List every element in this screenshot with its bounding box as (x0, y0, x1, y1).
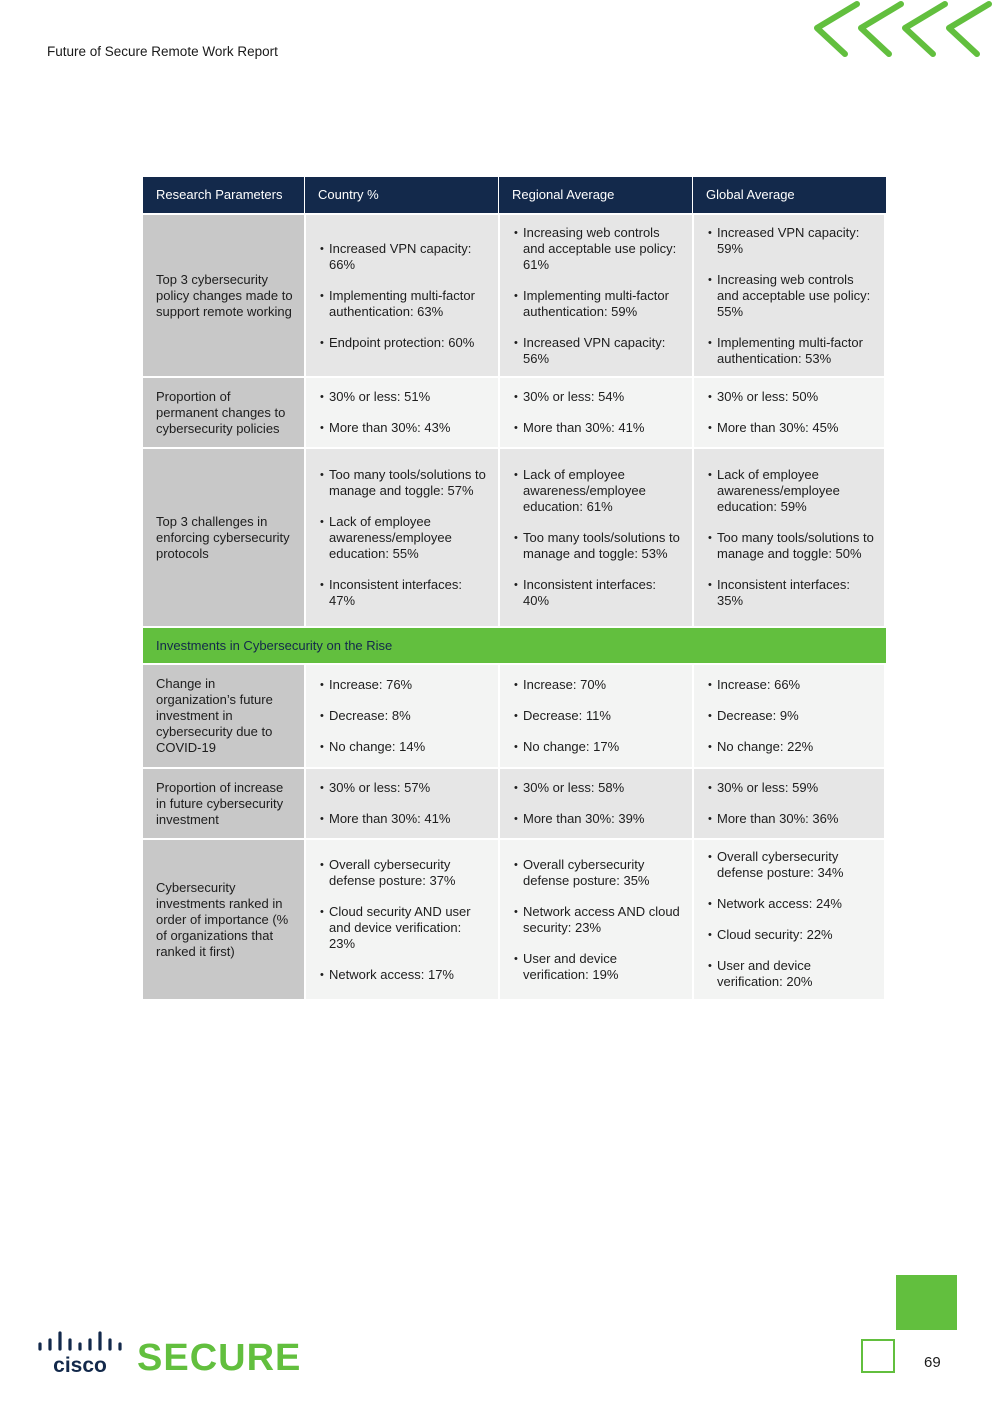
bullet-text: Lack of employee awareness/employee education: 61% (523, 466, 646, 514)
country-cell: • Increased VPN capacity: 66% • Implementing multi-factor authentication: 63% • Endpoint protection: 60% (304, 215, 498, 376)
chevron-decoration-icon (805, 0, 992, 62)
bullet-text: Decrease: 11% (523, 708, 611, 723)
bullet-text: More than 30%: 36% (717, 811, 839, 826)
bullet-text: Increase: 66% (717, 677, 801, 692)
global-cell: • Increased VPN capacity: 59% • Increasing web controls and acceptable use policy: 55% • Implementing multi-factor authentication: 53% (692, 215, 884, 376)
bullet-text: No change: 17% (523, 739, 620, 754)
column-header-regional: Regional Average (498, 177, 692, 213)
cisco-wordmark: cisco (53, 1354, 107, 1374)
bullet-text: Implementing multi-factor authentication: 63% (329, 287, 475, 319)
bullet-text: Implementing multi-factor authentication: 53% (717, 334, 863, 366)
bullet-text: More than 30%: 39% (523, 811, 645, 826)
global-cell: • 30% or less: 50% • More than 30%: 45% (692, 378, 884, 447)
bullet-text: Too many tools/solutions to manage and toggle: 57% (329, 466, 486, 498)
table-row (143, 665, 886, 769)
row-label: Proportion of increase in future cybersecurity investment (143, 769, 304, 838)
bullet-text: Inconsistent interfaces: 40% (523, 576, 656, 608)
bullet-text: Increased VPN capacity: 59% (717, 224, 860, 256)
bullet-text: Implementing multi-factor authentication: 59% (523, 287, 669, 319)
bullet-text: Increasing web controls and acceptable use policy: 55% (717, 271, 871, 319)
regional-cell: • Increasing web controls and acceptable use policy: 61% • Implementing multi-factor authentication: 59% • Increased VPN capacity: 56% (498, 215, 692, 376)
bullet-text: 30% or less: 59% (717, 780, 819, 795)
global-cell: • Overall cybersecurity defense posture: 34% • Network access: 24% • Cloud security: 22% • User and device verification: 20% (692, 840, 884, 999)
bullet-text: Inconsistent interfaces: 47% (329, 576, 462, 608)
table-row (143, 378, 886, 449)
bullet-text: Increased VPN capacity: 66% (329, 240, 472, 272)
bullet-text: 30% or less: 50% (717, 389, 819, 404)
bullet-text: No change: 14% (329, 739, 426, 754)
page-number: 69 (924, 1354, 941, 1371)
country-cell: • 30% or less: 51% • More than 30%: 43% (304, 378, 498, 447)
bullet-text: No change: 22% (717, 739, 814, 754)
bullet-text: 30% or less: 54% (523, 389, 625, 404)
cisco-logo-icon (37, 1330, 123, 1374)
bullet-text: Overall cybersecurity defense posture: 37% (329, 856, 456, 888)
bullet-text: Endpoint protection: 60% (329, 334, 475, 350)
column-header-global: Global Average (692, 177, 884, 213)
bullet-text: Overall cybersecurity defense posture: 34% (717, 849, 844, 880)
global-cell: • Lack of employee awareness/employee education: 59% • Too many tools/solutions to manage and toggle: 50% • Inconsistent interfaces: 35% (692, 449, 884, 626)
column-header-country: Country % (304, 177, 498, 213)
regional-cell: • 30% or less: 58% • More than 30%: 39% (498, 769, 692, 838)
regional-cell: • Increase: 70% • Decrease: 11% • No change: 17% (498, 665, 692, 767)
decorative-green-square (896, 1275, 957, 1330)
row-label: Top 3 cybersecurity policy changes made to support remote working (143, 215, 304, 376)
decorative-outline-square (861, 1339, 895, 1373)
bullet-text: Increased VPN capacity: 56% (523, 334, 666, 366)
row-label: Proportion of permanent changes to cybersecurity policies (143, 378, 304, 447)
column-header-parameters: Research Parameters (143, 177, 304, 213)
section-title: Investments in Cybersecurity on the Rise (143, 628, 886, 663)
regional-cell: • Lack of employee awareness/employee education: 61% • Too many tools/solutions to manage and toggle: 53% • Inconsistent interfaces: 40% (498, 449, 692, 626)
bullet-text: Decrease: 9% (717, 708, 799, 723)
report-title: Future of Secure Remote Work Report (47, 44, 278, 59)
bullet-text: Network access: 17% (329, 966, 454, 982)
bullet-text: Overall cybersecurity defense posture: 35% (523, 856, 650, 888)
global-cell: • 30% or less: 59% • More than 30%: 36% (692, 769, 884, 838)
bullet-text: Increasing web controls and acceptable use policy: 61% (523, 224, 677, 272)
table-row (143, 840, 886, 1001)
bullet-text: Decrease: 8% (329, 708, 411, 723)
table-row (143, 769, 886, 840)
bullet-text: User and device verification: 20% (717, 958, 813, 989)
bullet-text: More than 30%: 41% (329, 811, 451, 826)
secure-wordmark: SECURE (137, 1337, 302, 1379)
bullet-text: Cloud security AND user and device verification: 23% (329, 903, 471, 951)
bullet-text: 30% or less: 51% (329, 389, 431, 404)
bullet-text: Cloud security: 22% (717, 927, 833, 942)
bullet-text: Too many tools/solutions to manage and toggle: 50% (717, 529, 874, 561)
table-header-row (143, 177, 886, 215)
bullet-text: Too many tools/solutions to manage and toggle: 53% (523, 529, 680, 561)
bullet-text: Increase: 70% (523, 677, 607, 692)
bullet-text: Inconsistent interfaces: 35% (717, 576, 850, 608)
country-cell: • Increase: 76% • Decrease: 8% • No change: 14% (304, 665, 498, 767)
country-cell: • Overall cybersecurity defense posture: 37% • Cloud security AND user and device verification: 23% • Network access: 17% (304, 840, 498, 999)
regional-cell: • 30% or less: 54% • More than 30%: 41% (498, 378, 692, 447)
bullet-text: Network access AND cloud security: 23% (523, 903, 680, 935)
bullet-text: Network access: 24% (717, 896, 842, 911)
bullet-text: More than 30%: 43% (329, 420, 451, 435)
bullet-text: More than 30%: 45% (717, 420, 839, 435)
bullet-text: Lack of employee awareness/employee education: 59% (717, 466, 840, 514)
global-cell: • Increase: 66% • Decrease: 9% • No change: 22% (692, 665, 884, 767)
country-cell: • 30% or less: 57% • More than 30%: 41% (304, 769, 498, 838)
findings-table (143, 177, 886, 1001)
row-label: Cybersecurity investments ranked in order of importance (% of organizations that ranked it first) (143, 840, 304, 999)
regional-cell: • Overall cybersecurity defense posture: 35% • Network access AND cloud security: 23% • User and device verification: 19% (498, 840, 692, 999)
section-header-row (143, 628, 886, 665)
row-label: Change in organization’s future investment in cybersecurity due to COVID-19 (143, 665, 304, 767)
bullet-text: More than 30%: 41% (523, 420, 645, 435)
row-label: Top 3 challenges in enforcing cybersecurity protocols (143, 449, 304, 626)
bullet-text: User and device verification: 19% (523, 950, 619, 982)
bullet-text: 30% or less: 58% (523, 780, 625, 795)
table-row (143, 215, 886, 378)
bullet-text: Lack of employee awareness/employee education: 55% (329, 513, 452, 561)
bullet-text: 30% or less: 57% (329, 780, 431, 795)
bullet-text: Increase: 76% (329, 677, 413, 692)
country-cell: • Too many tools/solutions to manage and toggle: 57% • Lack of employee awareness/employee education: 55% • Inconsistent interfaces: 47% (304, 449, 498, 626)
table-row (143, 449, 886, 628)
